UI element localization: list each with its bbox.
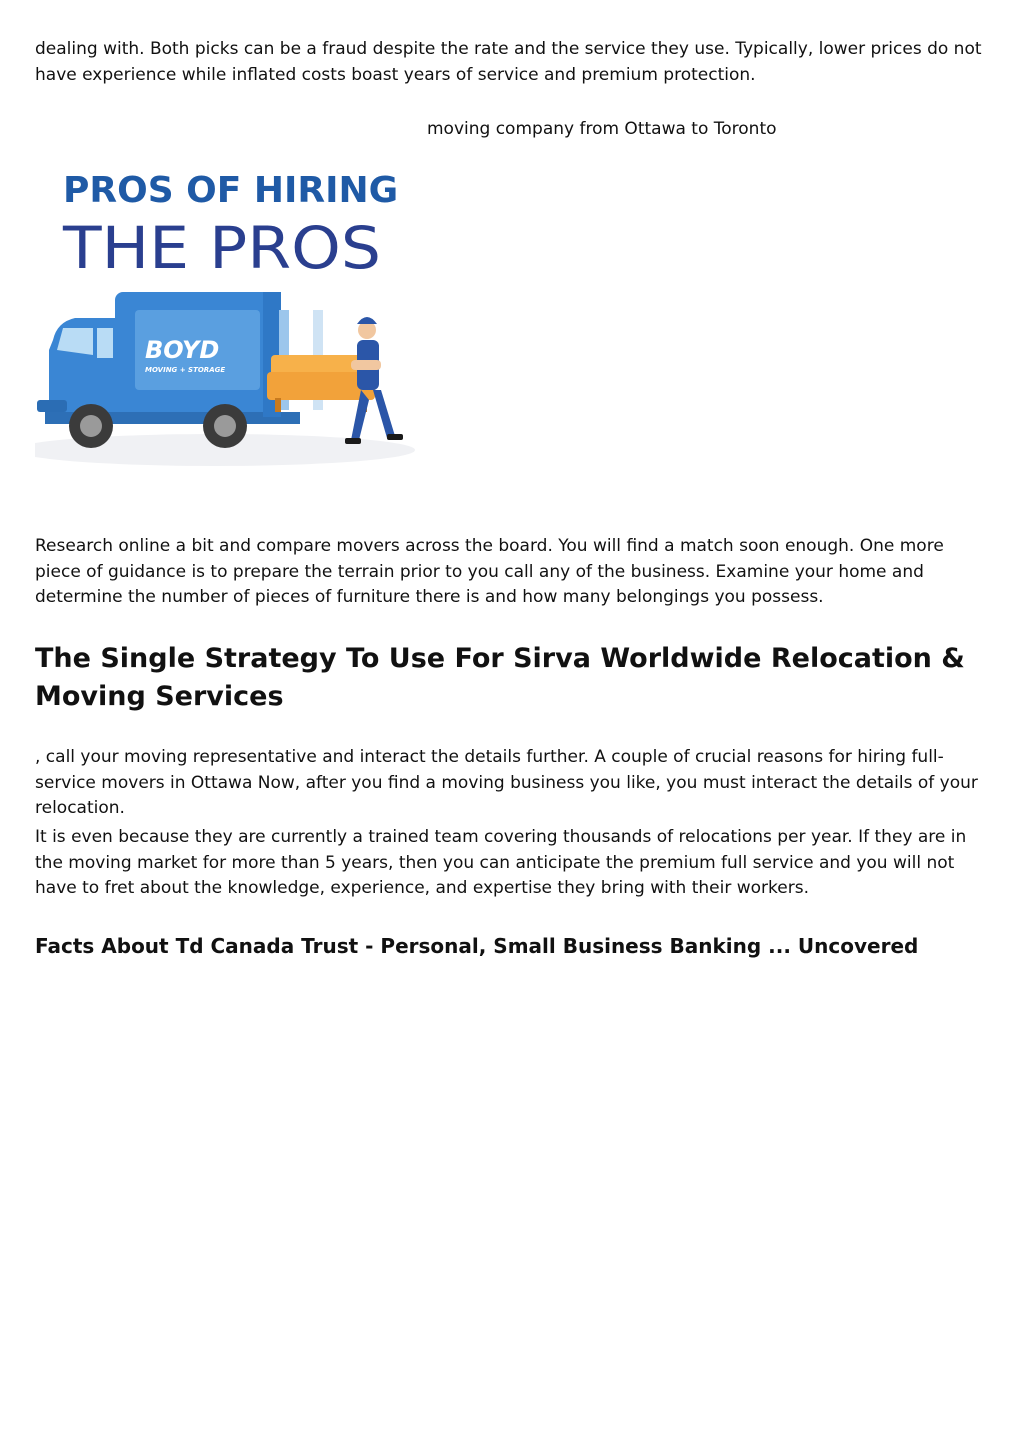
call-paragraph: , call your moving representative and interact the details further. A couple of crucial reasons for hiring full-service movers in Ottawa Now, after you find a moving business you like, you must interact the details of your relocation. xyxy=(35,747,978,819)
image-heading-line1: PROS OF HIRING xyxy=(63,170,399,211)
truck-sub: MOVING + STORAGE xyxy=(145,366,226,374)
pros-of-hiring-image xyxy=(35,150,423,480)
trained-team-paragraph: It is even because they are currently a trained team covering thousands of relocations per year. If they are in the moving market for more than 5 years, then you can anticipate the premium full service and you will not have to fret about the knowledge, experience, and expertise they bring with their workers. xyxy=(35,827,967,899)
sub-heading: Facts About Td Canada Trust - Personal, Small Business Banking ... Uncovered xyxy=(35,934,919,958)
intro-paragraph: dealing with. Both picks can be a fraud despite the rate and the service they use. Typically, lower prices do not have experience while inflated costs boast years of service and premium protection. xyxy=(35,39,982,85)
research-paragraph: Research online a bit and compare movers across the board. You will find a match soon enough. One more piece of guidance is to prepare the terrain prior to you call any of the business. Examine your home and determine the number of pieces of furniture there is and how many belongings you possess. xyxy=(35,536,944,608)
main-heading: The Single Strategy To Use For Sirva Worldwide Relocation & Moving Services xyxy=(35,643,965,712)
moving-company-link[interactable]: moving company from Ottawa to Toronto xyxy=(427,119,777,139)
image-heading-line2: THE PROS xyxy=(61,214,381,282)
truck-brand: BOYD xyxy=(145,336,220,364)
